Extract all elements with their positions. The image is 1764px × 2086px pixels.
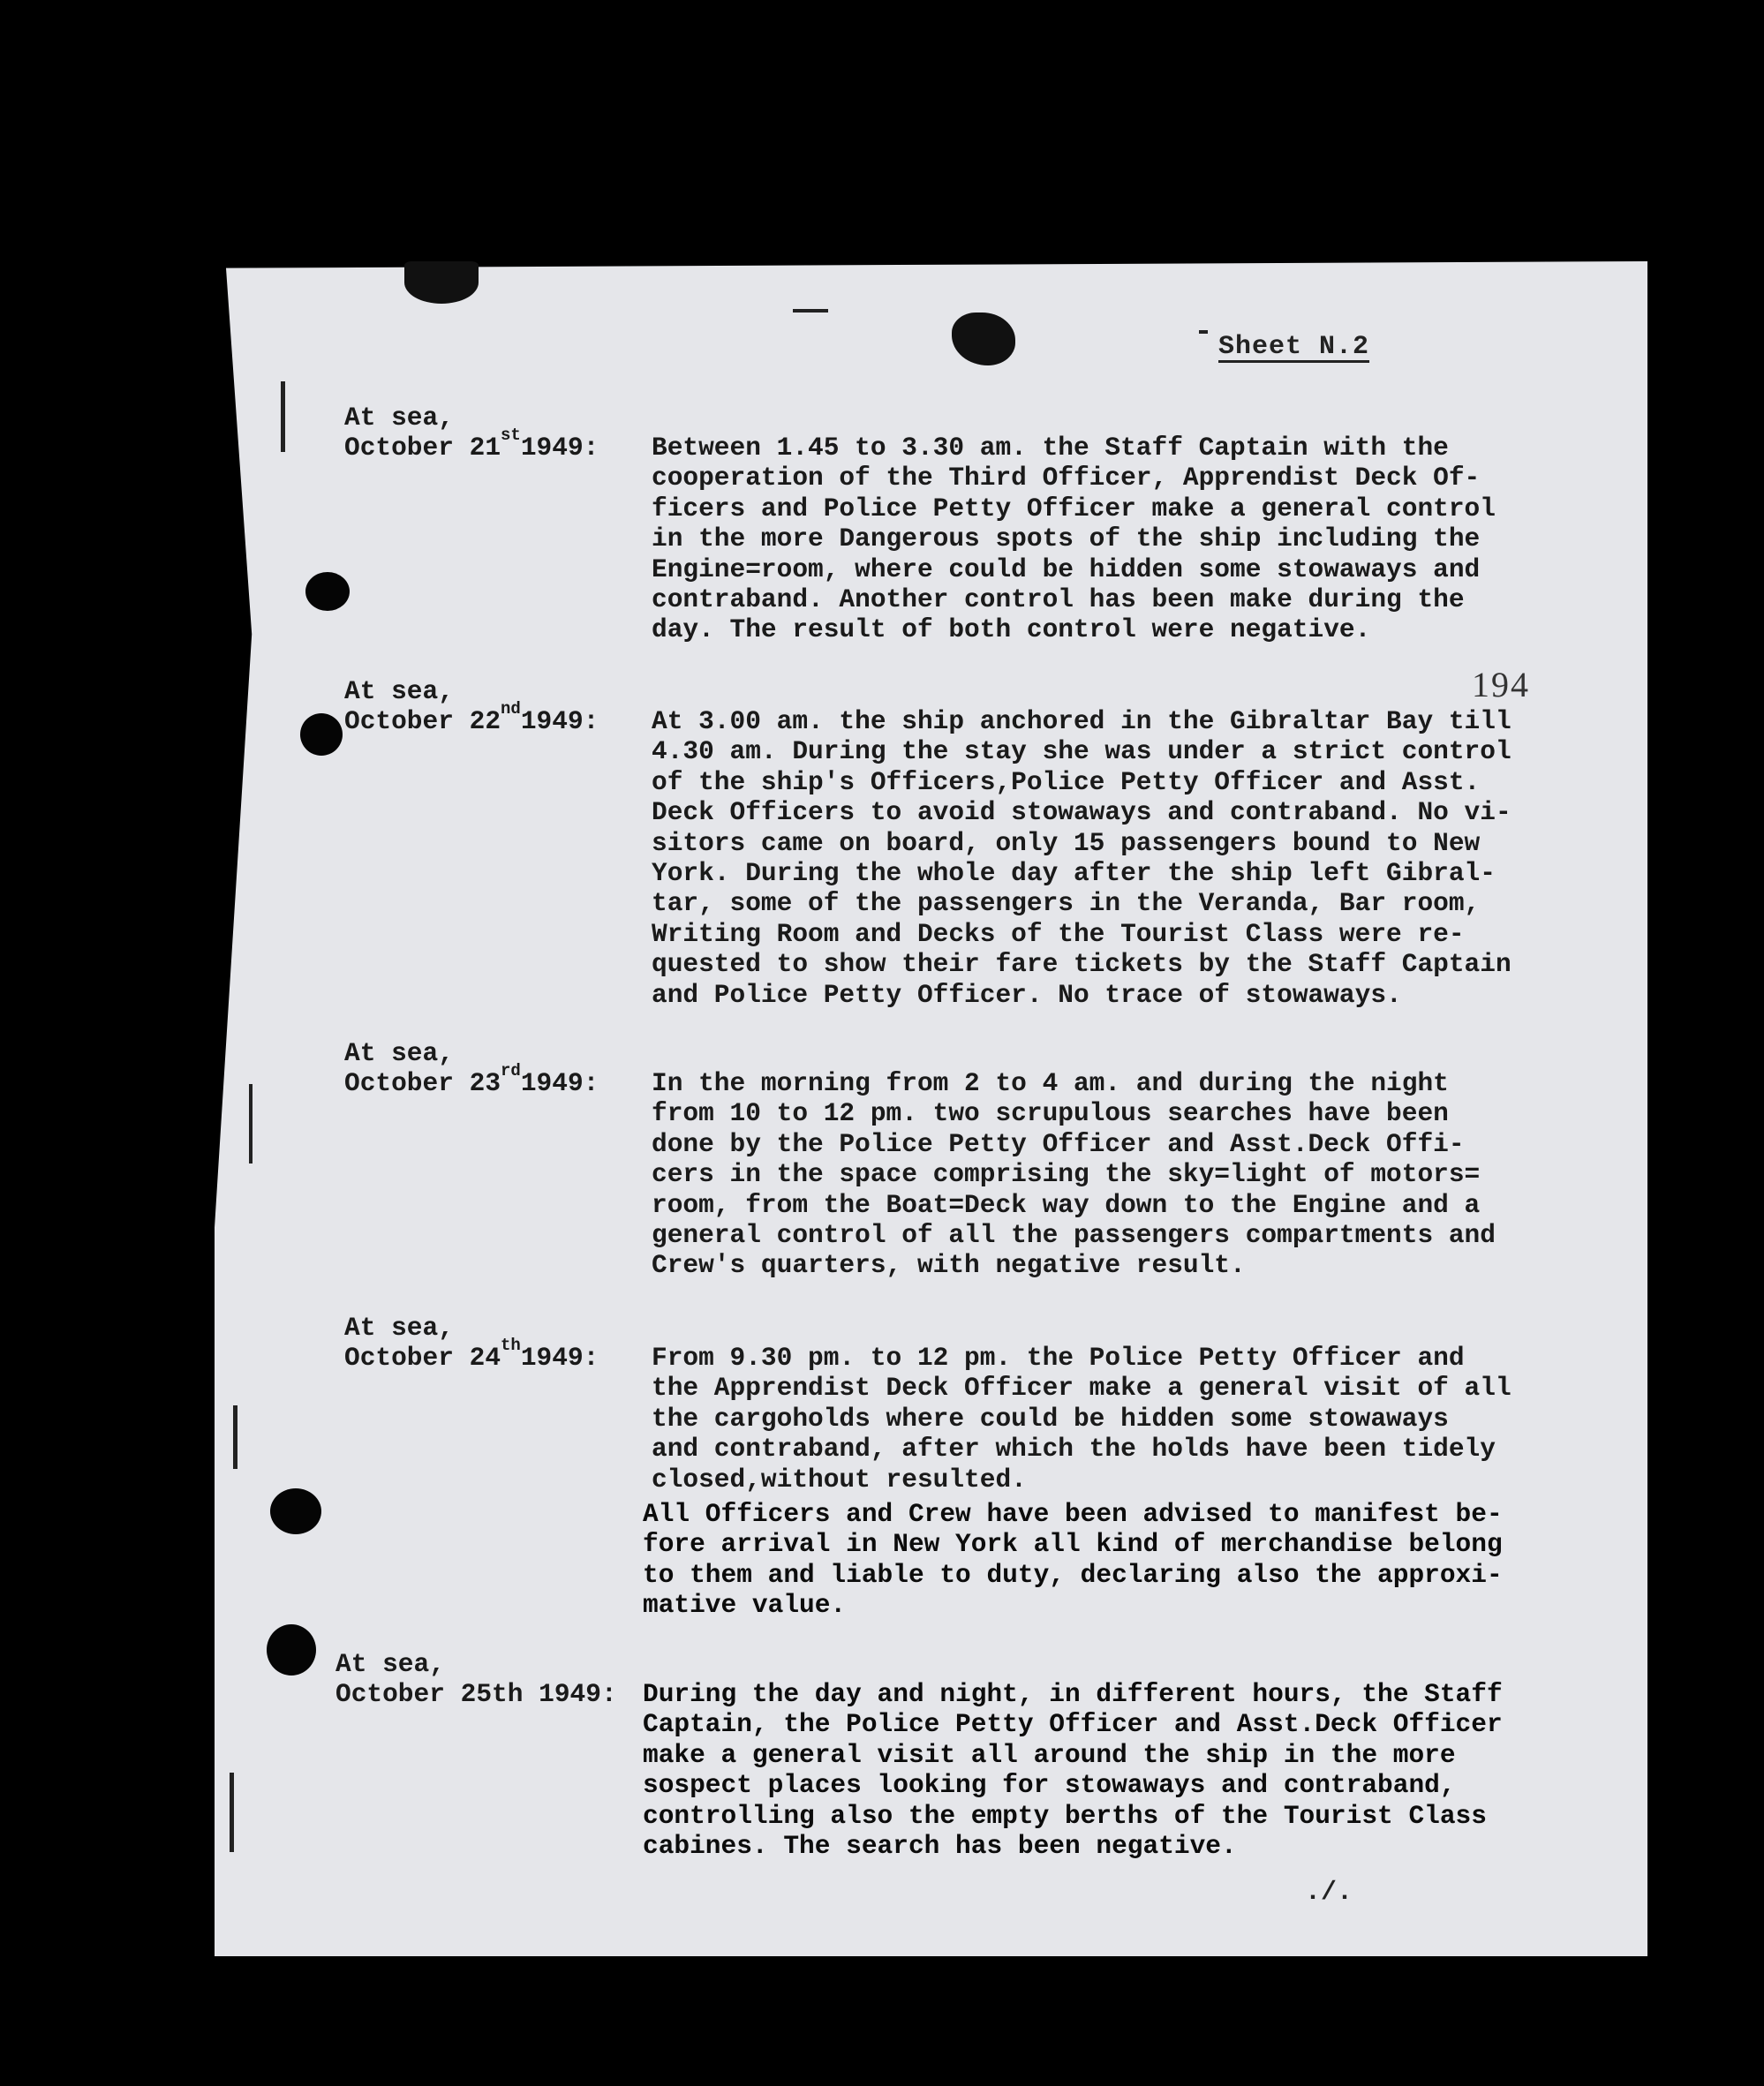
ink-blot <box>404 261 479 304</box>
entry-location: At sea, <box>335 1649 445 1679</box>
continuation-mark: ./. <box>1305 1878 1353 1908</box>
margin-mark <box>1199 330 1208 334</box>
entry-date: October 21st1949: <box>344 425 599 463</box>
entry-date: October 24th1949: <box>344 1336 599 1373</box>
punch-hole <box>305 572 350 611</box>
punch-hole <box>300 713 343 756</box>
entry-text: At 3.00 am. the ship anchored in the Gibraltar Bay till 4.30 am. During the stay she was under a strict control of the ship's Officers,Police Petty Officer and Asst. Deck Officers to avoid stowaways and contraband. No vi- sitors came on board, only 15 passengers bound to New York. During the whole day after the ship left Gibral- tar, some of the passengers in the Veranda, Bar room, Writing Room and Decks of the Tourist Class were re- quested to show their fare tickets by the Staff Captain and Police Petty Officer. No trace of stowaways. <box>652 706 1511 1010</box>
entry-text: During the day and night, in different hours, the Staff Captain, the Police Petty Officer and Asst.Deck Officer make a general visit all around the ship in the more sospect places looking for stowaways and contraband, controlling also the empty berths of the Tourist Class cabines. The search has been negative. <box>643 1679 1503 1862</box>
entry-date: October 25th 1949: <box>335 1679 617 1709</box>
entry-location: At sea, <box>344 1038 454 1068</box>
page-number: 194 <box>1472 665 1530 704</box>
sheet-label: Sheet N.2 <box>1218 332 1370 362</box>
entry-date: October 23rd1949: <box>344 1061 599 1098</box>
entry-text: In the morning from 2 to 4 am. and during the night from 10 to 12 pm. two scrupulous searches have been done by the Police Petty Officer and Asst.Deck Offi- cers in the space comprising the sky=light of motors= room, from the Boat=Deck way down to the Engine and a general control of all the passengers compartments and Crew's quarters, with negative result. <box>652 1068 1496 1281</box>
margin-mark <box>281 381 285 452</box>
margin-mark <box>233 1405 237 1469</box>
entry-location: At sea, <box>344 676 454 706</box>
entry-location: At sea, <box>344 1313 454 1343</box>
punch-hole <box>270 1488 321 1534</box>
entry-date: October 22nd1949: <box>344 699 599 736</box>
entry-location: At sea, <box>344 403 454 433</box>
margin-mark <box>230 1773 234 1852</box>
punch-hole <box>267 1624 316 1676</box>
entry-text: Between 1.45 to 3.30 am. the Staff Captain with the cooperation of the Third Officer, Apprendist Deck Of- ficers and Police Petty Officer make a general control in the more Dangerous spots of the ship including the Engine=room, where could be hidden some stowaways and contraband. Another control has been make during the day. The result of both control were negative. <box>652 433 1496 645</box>
margin-mark <box>793 309 828 313</box>
margin-mark <box>249 1084 253 1163</box>
entry-text: From 9.30 pm. to 12 pm. the Police Petty Officer and the Apprendist Deck Officer make a general visit of all the cargoholds where could be hidden some stowaways and contraband, after which the holds have been tidely closed,without resulted. <box>652 1343 1511 1495</box>
crew-advisory-note: All Officers and Crew have been advised to manifest be- fore arrival in New York all kind of merchandise belong to them and liable to duty, declaring also the approxi- mative value. <box>643 1499 1503 1621</box>
